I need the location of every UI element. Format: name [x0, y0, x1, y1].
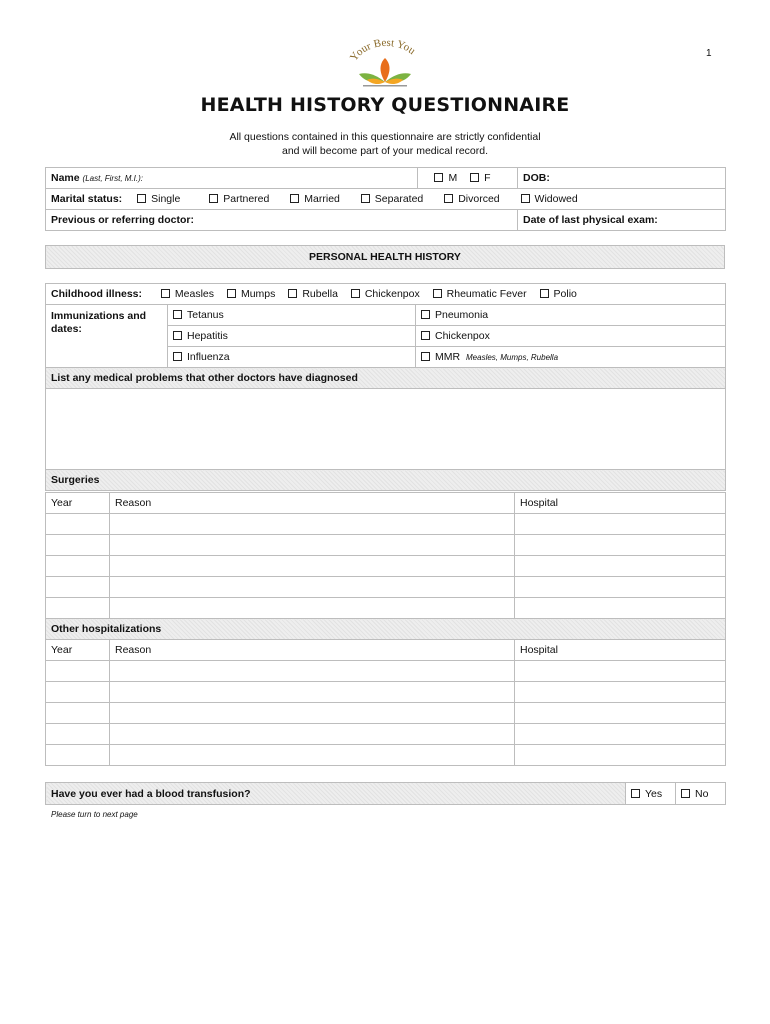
checkbox-icon	[540, 289, 549, 298]
marital-status-row	[46, 189, 726, 210]
surgeries-table	[45, 492, 726, 640]
surgery-reason-cell[interactable]	[110, 556, 515, 577]
hosp-hospital-cell[interactable]	[515, 661, 726, 682]
transfusion-table	[45, 782, 726, 805]
childhood-option-polio[interactable]: Polio	[540, 288, 577, 300]
hosp-year-cell[interactable]	[46, 661, 110, 682]
medical-problems-field[interactable]	[46, 389, 726, 470]
checkbox-icon	[288, 289, 297, 298]
surgery-year-cell[interactable]	[46, 577, 110, 598]
surgery-reason-cell[interactable]	[110, 577, 515, 598]
checkbox-icon	[227, 289, 236, 298]
hospitalizations-title: Other hospitalizations	[46, 619, 726, 640]
checkbox-icon	[681, 789, 690, 798]
surgeries-title: Surgeries	[46, 470, 726, 491]
checkbox-icon	[434, 173, 443, 182]
table-row	[46, 682, 726, 703]
checkbox-icon	[521, 194, 530, 203]
surgeries-year-header: Year	[46, 493, 110, 514]
checkbox-icon	[173, 331, 182, 340]
marital-option-single[interactable]: Single	[137, 193, 180, 205]
marital-option-married[interactable]: Married	[290, 193, 340, 205]
name-cell[interactable]	[46, 168, 418, 189]
table-row	[46, 577, 726, 598]
checkbox-icon	[421, 331, 430, 340]
checkbox-icon	[421, 352, 430, 361]
hosp-year-header: Year	[46, 640, 110, 661]
name-hint: (Last, First, M.I.):	[82, 174, 143, 183]
checkbox-icon	[351, 289, 360, 298]
hosp-year-cell[interactable]	[46, 724, 110, 745]
hosp-hospital-cell[interactable]	[515, 724, 726, 745]
surgeries-reason-header: Reason	[110, 493, 515, 514]
hosp-reason-header: Reason	[110, 640, 515, 661]
childhood-option-rheumatic-fever[interactable]: Rheumatic Fever	[433, 288, 527, 300]
immunization-influenza[interactable]: Influenza	[168, 347, 416, 368]
table-row	[46, 598, 726, 619]
checkbox-icon	[631, 789, 640, 798]
sex-option-m[interactable]: M	[434, 172, 457, 184]
childhood-option-measles[interactable]: Measles	[161, 288, 214, 300]
table-row	[46, 535, 726, 556]
name-label: Name	[51, 172, 80, 184]
surgery-year-cell[interactable]	[46, 535, 110, 556]
childhood-illness-row	[46, 284, 726, 305]
hosp-hospital-cell[interactable]	[515, 703, 726, 724]
childhood-label: Childhood illness:	[51, 288, 142, 300]
logo-text: Your Best You	[347, 38, 418, 64]
surgery-hospital-cell[interactable]	[515, 556, 726, 577]
surgery-reason-cell[interactable]	[110, 535, 515, 556]
table-row	[46, 724, 726, 745]
clinic-logo	[335, 38, 435, 90]
surgery-hospital-cell[interactable]	[515, 577, 726, 598]
surgery-hospital-cell[interactable]	[515, 535, 726, 556]
mmr-note: Measles, Mumps, Rubella	[466, 353, 559, 362]
table-row	[46, 745, 726, 766]
sex-cell	[418, 168, 518, 189]
form-title: HEALTH HISTORY QUESTIONNAIRE	[200, 94, 570, 116]
hosp-hospital-cell[interactable]	[515, 745, 726, 766]
table-row	[46, 703, 726, 724]
subtitle-line-2: and will become part of your medical record.	[281, 145, 488, 157]
hosp-year-cell[interactable]	[46, 745, 110, 766]
childhood-option-chickenpox[interactable]: Chickenpox	[351, 288, 420, 300]
hospitalizations-table	[45, 639, 726, 766]
sex-option-f[interactable]: F	[470, 172, 490, 184]
hosp-reason-cell[interactable]	[110, 745, 515, 766]
personal-health-table	[45, 283, 726, 491]
page-footnote: Please turn to next page	[51, 810, 138, 819]
table-row	[46, 556, 726, 577]
immunization-mmr[interactable]: MMR Measles, Mumps, Rubella	[416, 347, 726, 368]
last-physical-field[interactable]: Date of last physical exam:	[518, 210, 726, 231]
surgery-year-cell[interactable]	[46, 514, 110, 535]
surgery-reason-cell[interactable]	[110, 598, 515, 619]
checkbox-icon	[470, 173, 479, 182]
section-title: PERSONAL HEALTH HISTORY	[46, 246, 725, 269]
checkbox-icon	[290, 194, 299, 203]
checkbox-icon	[209, 194, 218, 203]
dob-field[interactable]: DOB:	[518, 168, 726, 189]
medical-problems-label: List any medical problems that other doctors have diagnosed	[46, 368, 726, 389]
immunization-hepatitis[interactable]: Hepatitis	[168, 326, 416, 347]
table-row	[46, 661, 726, 682]
transfusion-question: Have you ever had a blood transfusion?	[46, 783, 626, 805]
surgery-hospital-cell[interactable]	[515, 598, 726, 619]
transfusion-yes-option[interactable]: Yes	[626, 783, 676, 805]
childhood-option-rubella[interactable]: Rubella	[288, 288, 338, 300]
patient-info-table	[45, 167, 726, 231]
table-row	[46, 514, 726, 535]
checkbox-icon	[444, 194, 453, 203]
surgery-reason-cell[interactable]	[110, 514, 515, 535]
hosp-reason-cell[interactable]	[110, 682, 515, 703]
immunizations-label: Immunizations and dates:	[46, 305, 168, 368]
hosp-hospital-header: Hospital	[515, 640, 726, 661]
section-header-table	[45, 245, 725, 269]
checkbox-icon	[173, 352, 182, 361]
checkbox-icon	[433, 289, 442, 298]
hosp-reason-cell[interactable]	[110, 661, 515, 682]
marital-option-divorced[interactable]: Divorced	[444, 193, 499, 205]
referring-doctor-field[interactable]: Previous or referring doctor:	[46, 210, 518, 231]
page-number: 1	[706, 48, 712, 59]
checkbox-icon	[137, 194, 146, 203]
marital-option-widowed[interactable]: Widowed	[521, 193, 578, 205]
transfusion-no-option[interactable]: No	[676, 783, 726, 805]
childhood-option-mumps[interactable]: Mumps	[227, 288, 275, 300]
immunization-chickenpox[interactable]: Chickenpox	[416, 326, 726, 347]
surgery-year-cell[interactable]	[46, 598, 110, 619]
hosp-reason-cell[interactable]	[110, 703, 515, 724]
checkbox-icon	[361, 194, 370, 203]
marital-option-separated[interactable]: Separated	[361, 193, 423, 205]
immunization-tetanus[interactable]: Tetanus	[168, 305, 416, 326]
checkbox-icon	[421, 310, 430, 319]
subtitle-line-1: All questions contained in this questionnaire are strictly confidential	[229, 131, 541, 143]
marital-option-partnered[interactable]: Partnered	[209, 193, 269, 205]
marital-label: Marital status:	[51, 193, 123, 205]
surgeries-hospital-header: Hospital	[515, 493, 726, 514]
hosp-year-cell[interactable]	[46, 682, 110, 703]
immunization-pneumonia[interactable]: Pneumonia	[416, 305, 726, 326]
surgery-year-cell[interactable]	[46, 556, 110, 577]
hosp-reason-cell[interactable]	[110, 724, 515, 745]
checkbox-icon	[161, 289, 170, 298]
checkbox-icon	[173, 310, 182, 319]
surgery-hospital-cell[interactable]	[515, 514, 726, 535]
confidentiality-note	[0, 130, 770, 158]
hosp-hospital-cell[interactable]	[515, 682, 726, 703]
hosp-year-cell[interactable]	[46, 703, 110, 724]
